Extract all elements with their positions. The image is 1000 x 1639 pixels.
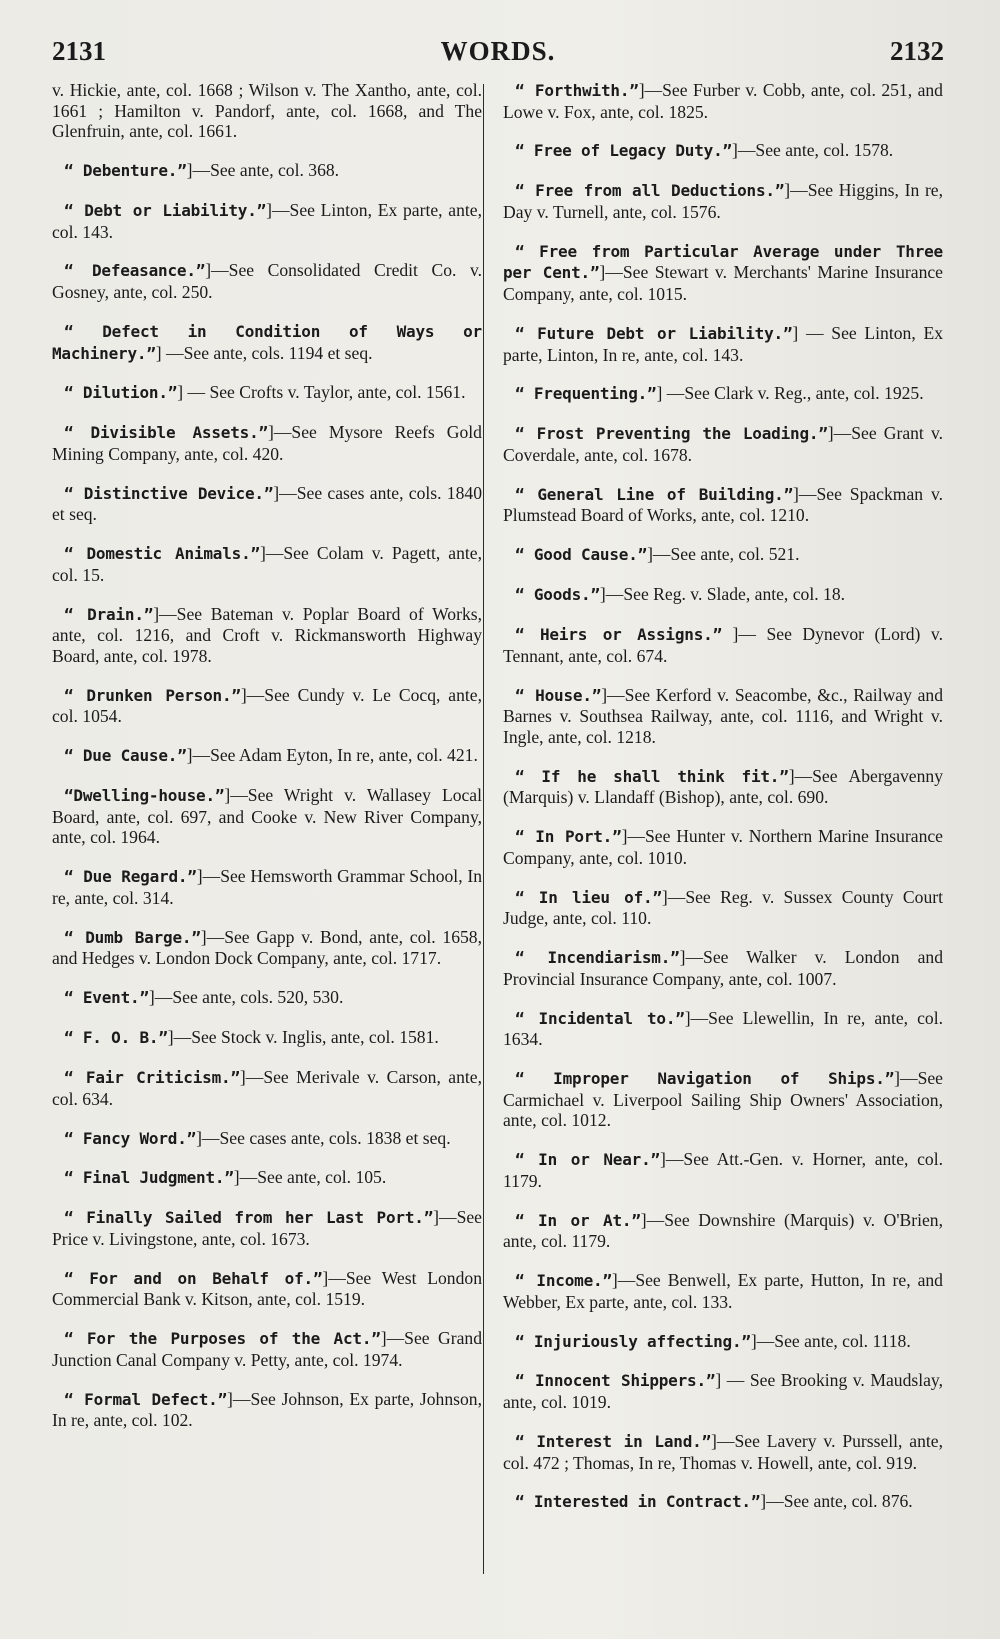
- entry-reference: ]—See Llewellin, In re, ante, col. 1634.: [503, 1007, 944, 1050]
- entry-reference: ] — See Linton, Ex parte, Linton, In re, ante, col. 143.: [503, 322, 943, 365]
- entry-reference: ] — See Crofts v. Taylor, ante, col. 1561.: [177, 382, 466, 403]
- word-entry: [52, 604, 482, 667]
- entry-term: “ Defect in Condition of Ways or Machinery.”: [52, 321, 482, 363]
- word-entry: [52, 543, 482, 585]
- word-entry: [503, 826, 943, 868]
- entry-term: “ Divisible Assets.”: [64, 423, 268, 443]
- entry-term: “ Dilution.”: [64, 383, 178, 403]
- entry-reference: ]—See ante, col. 1578.: [731, 140, 894, 161]
- entry-term: “ Domestic Animals.”: [64, 544, 260, 564]
- entry-reference: ]—See Hunter v. Northern Marine Insurance Company, ante, col. 1010.: [503, 826, 943, 868]
- entry-term: “ Frost Preventing the Loading.”: [515, 424, 828, 444]
- entry-reference: ] —See Clark v. Reg., ante, col. 1925.: [656, 383, 924, 404]
- word-entry: [52, 1389, 482, 1431]
- entry-reference: ]—See Downshire (Marquis) v. O'Brien, ante, col. 1179.: [503, 1209, 943, 1252]
- word-entry: [52, 1027, 482, 1049]
- entry-reference: ] — See Brooking v. Maudslay, ante, col. 1019.: [503, 1370, 943, 1413]
- word-entry: [503, 887, 943, 929]
- entry-reference: ]—See Bateman v. Poplar Board of Works, ante, col. 1216, and Croft v. Rickmansworth Highway Board, ante, col. 1978.: [52, 603, 482, 666]
- word-entry: [52, 160, 482, 182]
- entry-reference: ] —See ante, cols. 1194 et seq.: [155, 342, 373, 363]
- word-entry: [503, 80, 943, 122]
- entry-term: “ Incidental to.”: [515, 1008, 685, 1028]
- word-entry: [52, 80, 482, 142]
- entry-reference: ]—See Reg. v. Slade, ante, col. 18.: [599, 584, 846, 605]
- right-column-number: 2132: [890, 36, 944, 66]
- word-entry: [52, 422, 482, 464]
- entry-term: “ Future Debt or Liability.”: [515, 323, 793, 343]
- entry-reference: ]—See Att.-Gen. v. Horner, ante, col. 1179.: [503, 1149, 943, 1191]
- entry-reference: ]—See Mysore Reefs Gold Mining Company, ante, col. 420.: [52, 422, 482, 464]
- word-entry: [503, 180, 943, 222]
- entry-reference: ]—See Kerford v. Seacombe, &c., Railway and Barnes v. Southsea Railway, ante, col. 1116, and Wright v. Ingle, ante, col. 1218.: [503, 684, 943, 747]
- entry-term: “ In Port.”: [515, 827, 622, 847]
- entry-reference: ]—See Benwell, Ex parte, Hutton, In re, and Webber, Ex parte, ante, col. 133.: [503, 1270, 943, 1312]
- word-entry: [503, 423, 943, 465]
- entry-term: “ Due Regard.”: [64, 867, 197, 887]
- entry-term: “ Free from Particular Average under Three per Cent.”: [503, 241, 943, 283]
- entry-reference: ]—See Stock v. Inglis, ante, col. 1581.: [167, 1027, 439, 1048]
- entry-term: “ Event.”: [64, 988, 149, 1008]
- entry-reference: ]—See Reg. v. Sussex County Court Judge, ante, col. 110.: [503, 886, 944, 929]
- entry-reference: ]—See Price v. Livingstone, ante, col. 1673.: [52, 1207, 482, 1249]
- entry-reference: ]—See Walker v. London and Provincial Insurance Company, ante, col. 1007.: [503, 947, 943, 989]
- entry-term: “ Incendiarism.”: [515, 948, 680, 968]
- entry-term: “ Improper Navigation of Ships.”: [515, 1069, 895, 1089]
- entry-term: “ Dumb Barge.”: [64, 927, 201, 947]
- entry-reference: ]—See ante, col. 521.: [647, 544, 800, 565]
- entry-term: “ F. O. B.”: [64, 1028, 168, 1048]
- entry-term: “ General Line of Building.”: [515, 484, 794, 504]
- entry-reference: ]—See Spackman v. Plumstead Board of Works, ante, col. 1210.: [503, 483, 943, 526]
- entry-reference: ]—See Merivale v. Carson, ante, col. 634.: [52, 1067, 482, 1109]
- entry-reference: ]—See ante, col. 876.: [760, 1491, 913, 1512]
- entry-reference: ]—See cases ante, cols. 1840 et seq.: [52, 482, 482, 525]
- entry-reference: ]—See cases ante, cols. 1838 et seq.: [196, 1127, 451, 1148]
- word-entry: [503, 947, 943, 989]
- right-column: [503, 80, 943, 1531]
- entry-reference: ]—See Colam v. Pagett, ante, col. 15.: [52, 543, 482, 585]
- word-entry: [52, 1067, 482, 1109]
- entry-reference: ]—See ante, col. 368.: [186, 160, 340, 181]
- entry-reference: ]—See ante, cols. 520, 530.: [148, 987, 344, 1008]
- entry-term: “ For and on Behalf of.”: [64, 1268, 323, 1288]
- word-entry: [503, 140, 943, 162]
- word-entry: [52, 382, 482, 404]
- entry-term: “ Distinctive Device.”: [64, 483, 274, 503]
- word-entry: [503, 1431, 943, 1473]
- word-entry: [52, 260, 482, 302]
- entry-term: “ Heirs or Assigns.”: [515, 625, 723, 645]
- word-entry: [503, 484, 943, 526]
- word-entry: [52, 321, 482, 364]
- word-entry: [503, 1008, 943, 1050]
- word-entry: [52, 1167, 482, 1189]
- entry-term: “ Defeasance.”: [64, 261, 206, 281]
- entry-term: “ House.”: [515, 685, 602, 705]
- word-entry: [503, 1068, 943, 1131]
- entry-term: “ Drain.”: [64, 604, 154, 624]
- entry-term: “ Debt or Liability.”: [64, 200, 267, 220]
- entry-reference: ]—See Stewart v. Merchants' Marine Insurance Company, ante, col. 1015.: [503, 262, 943, 305]
- entry-term: “ Due Cause.”: [64, 746, 187, 766]
- entry-reference: ]—See Linton, Ex parte, ante, col. 143.: [52, 199, 482, 242]
- entry-reference: ]— See Dynevor (Lord) v. Tennant, ante, col. 674.: [503, 624, 943, 666]
- word-entry: [52, 1128, 482, 1150]
- word-entry: [503, 1331, 943, 1353]
- entry-term: “ If he shall think fit.”: [515, 766, 789, 786]
- entry-term: “ Fair Criticism.”: [64, 1068, 240, 1088]
- entry-reference: ]—See ante, col. 105.: [233, 1167, 387, 1188]
- entry-reference: v. Hickie, ante, col. 1668 ; Wilson v. The Xantho, ante, col. 1661 ; Hamilton v. Pandorf, ante, col. 1668, and The Glenfruin, ante, col. 1661.: [52, 80, 482, 142]
- entry-reference: ]—See Adam Eyton, In re, ante, col. 421.: [186, 745, 478, 766]
- entry-term: “ Forthwith.”: [515, 81, 639, 100]
- entry-term: “ Fancy Word.”: [64, 1128, 197, 1148]
- entry-reference: ]—See Abergavenny (Marquis) v. Llandaff (Bishop), ante, col. 690.: [503, 765, 943, 808]
- word-entry: [52, 927, 482, 969]
- left-column-number: 2131: [52, 36, 106, 66]
- word-entry: [503, 766, 943, 808]
- entry-reference: ]—See Lavery v. Purssell, ante, col. 472 ; Thomas, In re, Thomas v. Howell, ante, col. 919.: [503, 1430, 943, 1473]
- word-entry: [52, 1268, 482, 1310]
- word-entry: [52, 200, 482, 242]
- entry-reference: ]—See Gapp v. Bond, ante, col. 1658, and Hedges v. London Dock Company, ante, col. 1717.: [52, 926, 482, 969]
- entry-reference: ]—See ante, col. 1118.: [750, 1330, 911, 1351]
- page-title: WORDS.: [440, 36, 556, 66]
- entry-reference: ]—See Hemsworth Grammar School, In re, ante, col. 314.: [52, 866, 482, 908]
- word-entry: [503, 1149, 943, 1191]
- entry-term: “ Goods.”: [515, 585, 600, 605]
- entry-reference: ]—See Consolidated Credit Co. v. Gosney, ante, col. 250.: [52, 260, 482, 303]
- entry-term: “ Injuriously affecting.”: [515, 1331, 751, 1351]
- entry-term: “ Good Cause.”: [515, 545, 648, 565]
- word-entry: [503, 624, 943, 666]
- word-entry: [503, 584, 943, 606]
- left-column: [52, 80, 482, 1449]
- word-entry: [52, 785, 482, 848]
- entry-term: “ Free from all Deductions.”: [515, 181, 785, 201]
- word-entry: [503, 241, 943, 305]
- column-divider: [483, 84, 484, 1574]
- word-entry: [503, 1210, 943, 1252]
- entry-term: “ Final Judgment.”: [64, 1168, 234, 1188]
- entry-term: “ Innocent Shippers.”: [515, 1371, 716, 1391]
- entry-term: “ In lieu of.”: [515, 887, 662, 907]
- word-entry: [52, 866, 482, 908]
- page-header: [52, 36, 944, 76]
- entry-term: “ Finally Sailed from her Last Port.”: [64, 1208, 434, 1228]
- word-entry: [503, 1270, 943, 1312]
- entry-term: “ Free of Legacy Duty.”: [515, 141, 732, 161]
- word-entry: [503, 323, 943, 365]
- word-entry: [503, 383, 943, 405]
- word-entry: [52, 987, 482, 1009]
- entry-term: “ In or Near.”: [515, 1150, 660, 1170]
- entry-term: “ Income.”: [515, 1271, 612, 1291]
- entry-reference: ]—See Grand Junction Canal Company v. Petty, ante, col. 1974.: [52, 1328, 482, 1370]
- entry-reference: ]—See Grant v. Coverdale, ante, col. 1678.: [503, 423, 944, 465]
- word-entry: [503, 1370, 943, 1412]
- entry-reference: ]—See Carmichael v. Liverpool Sailing Ship Owners' Association, ante, col. 1012.: [503, 1068, 943, 1131]
- entry-term: “ In or At.”: [515, 1210, 641, 1230]
- entry-term: “ Drunken Person.”: [64, 685, 241, 705]
- word-entry: [503, 544, 943, 566]
- word-entry: [52, 1207, 482, 1249]
- word-entry: [503, 685, 943, 748]
- word-entry: [52, 1328, 482, 1370]
- entry-term: “ Interested in Contract.”: [515, 1492, 761, 1512]
- entry-reference: ]—See Wright v. Wallasey Local Board, ante, col. 697, and Cooke v. New River Company, ante, col. 1964.: [52, 785, 482, 848]
- word-entry: [503, 1491, 943, 1513]
- entry-term: “ Frequenting.”: [515, 384, 657, 404]
- entry-term: “ Formal Defect.”: [64, 1389, 227, 1409]
- word-entry: [52, 483, 482, 525]
- entry-reference: ]—See Johnson, Ex parte, Johnson, In re, ante, col. 102.: [52, 1388, 482, 1431]
- entry-reference: ]—See Higgins, In re, Day v. Turnell, ante, col. 1576.: [503, 180, 944, 222]
- entry-term: “Dwelling-house.”: [64, 786, 225, 806]
- entry-term: “ Interest in Land.”: [515, 1431, 712, 1451]
- entry-term: “ Debenture.”: [64, 161, 187, 181]
- word-entry: [52, 685, 482, 727]
- entry-reference: ]—See Furber v. Cobb, ante, col. 251, and Lowe v. Fox, ante, col. 1825.: [503, 80, 943, 122]
- entry-term: “ For the Purposes of the Act.”: [64, 1329, 381, 1349]
- entry-reference: ]—See West London Commercial Bank v. Kitson, ante, col. 1519.: [52, 1267, 482, 1310]
- entry-reference: ]—See Cundy v. Le Cocq, ante, col. 1054.: [52, 684, 482, 727]
- word-entry: [52, 745, 482, 767]
